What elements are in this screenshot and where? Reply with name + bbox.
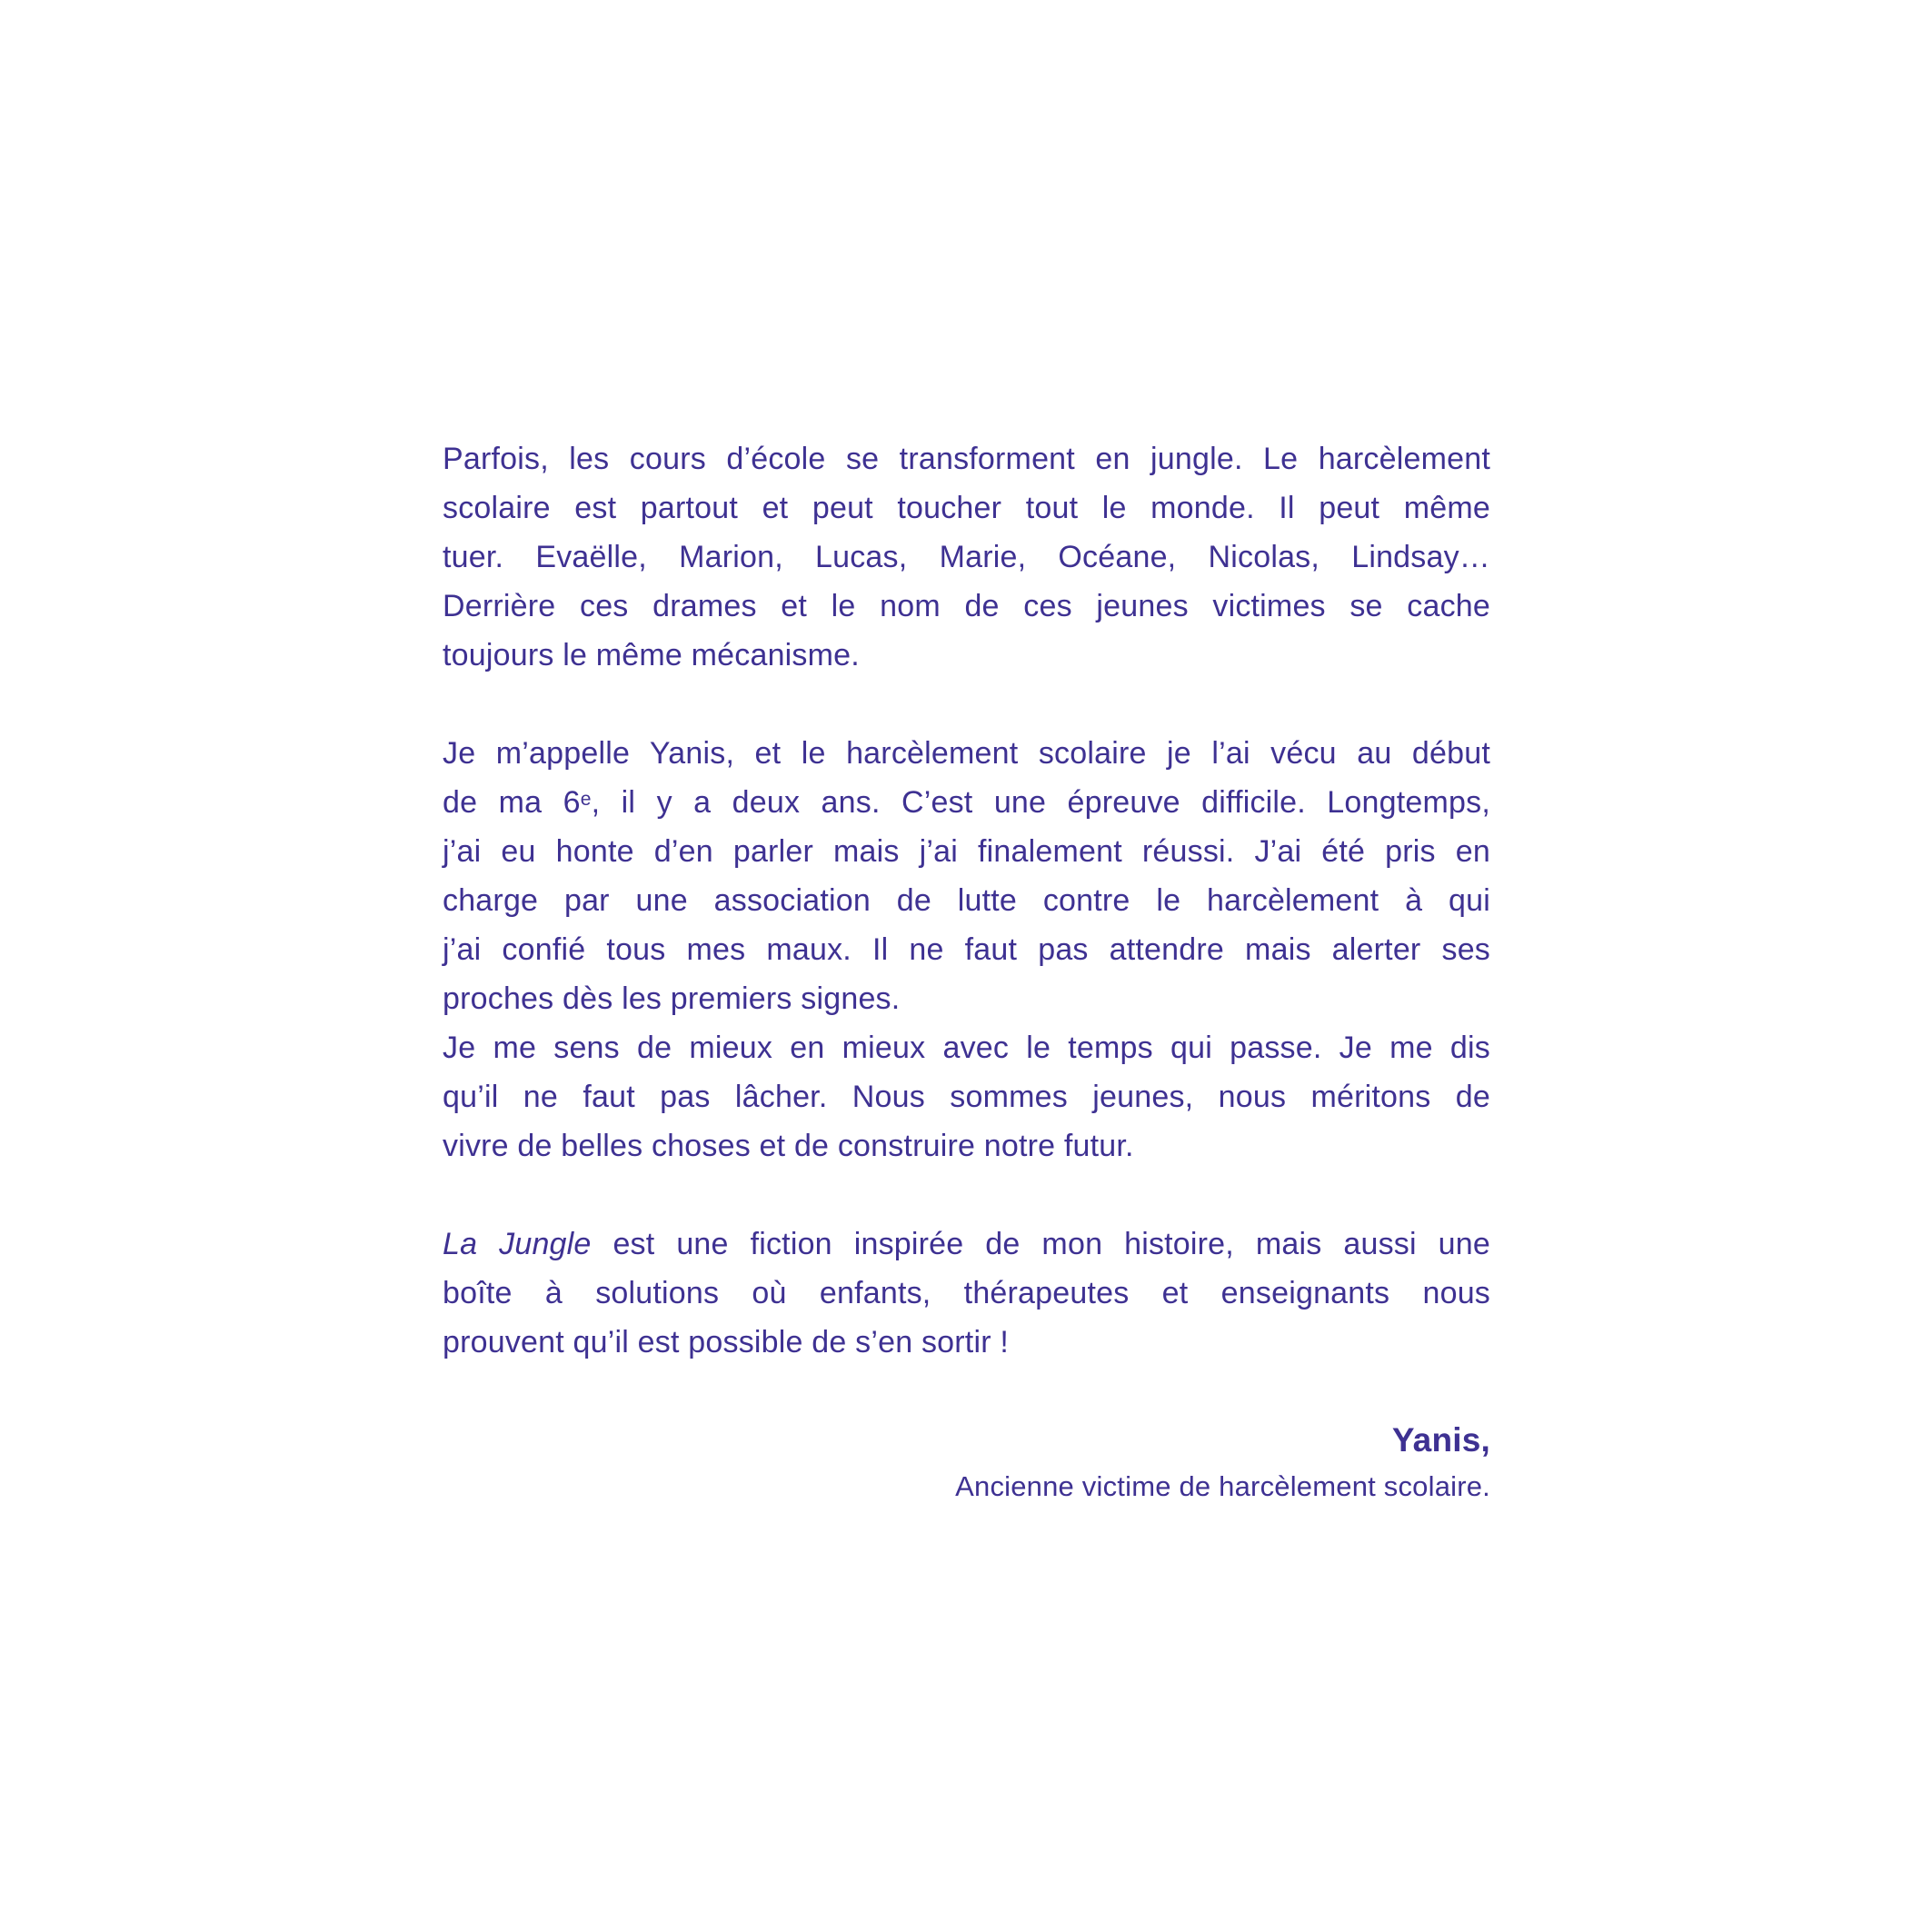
testimonial-text: [443, 434, 1490, 1509]
text-line: tuer. Evaëlle, Marion, Lucas, Marie, Océane, Nicolas, Lindsay…: [443, 540, 1490, 574]
text-line: [443, 1220, 1490, 1269]
text-line: Derrière ces drames et le nom de ces jeunes victimes se cache: [443, 589, 1490, 623]
text-line: charge par une association de lutte contre le harcèlement à qui: [443, 883, 1490, 918]
book-title: La Jungle: [443, 1227, 592, 1261]
text-line: Je me sens de mieux en mieux avec le temps qui passe. Je me dis: [443, 1031, 1490, 1065]
text-line: [443, 778, 1490, 827]
text-line: toujours le même mécanisme.: [443, 638, 860, 672]
paragraph-intro: [443, 434, 1490, 680]
text-line: scolaire est partout et peut toucher tout le monde. Il peut même: [443, 491, 1490, 525]
text-segment: est une fiction inspirée de mon histoire, mais aussi une: [591, 1227, 1490, 1261]
text-segment: de ma 6: [443, 785, 581, 820]
text-line: vivre de belles choses et de construire notre futur.: [443, 1129, 1134, 1163]
signature-block: [443, 1416, 1490, 1509]
text-line: j’ai eu honte d’en parler mais j’ai finalement réussi. J’ai été pris en: [443, 834, 1490, 869]
text-segment: , il y a deux ans. C’est une épreuve difficile. Longtemps,: [591, 785, 1490, 820]
text-line: j’ai confié tous mes maux. Il ne faut pas attendre mais alerter ses: [443, 932, 1490, 967]
text-line: boîte à solutions où enfants, thérapeutes et enseignants nous: [443, 1276, 1490, 1310]
text-line: qu’il ne faut pas lâcher. Nous sommes jeunes, nous méritons de: [443, 1080, 1490, 1114]
superscript-e: e: [580, 789, 592, 810]
paragraph-book: [443, 1220, 1490, 1367]
text-line: prouvent qu’il est possible de s’en sortir !: [443, 1325, 1010, 1359]
text-line: Parfois, les cours d’école se transforment en jungle. Le harcèlement: [443, 442, 1490, 476]
paragraph-story: [443, 729, 1490, 1170]
signature-role: Ancienne victime de harcèlement scolaire.: [955, 1470, 1490, 1502]
signature-name: Yanis,: [1391, 1421, 1490, 1459]
text-line: proches dès les premiers signes.: [443, 981, 901, 1016]
text-line: Je m’appelle Yanis, et le harcèlement scolaire je l’ai vécu au début: [443, 736, 1490, 771]
